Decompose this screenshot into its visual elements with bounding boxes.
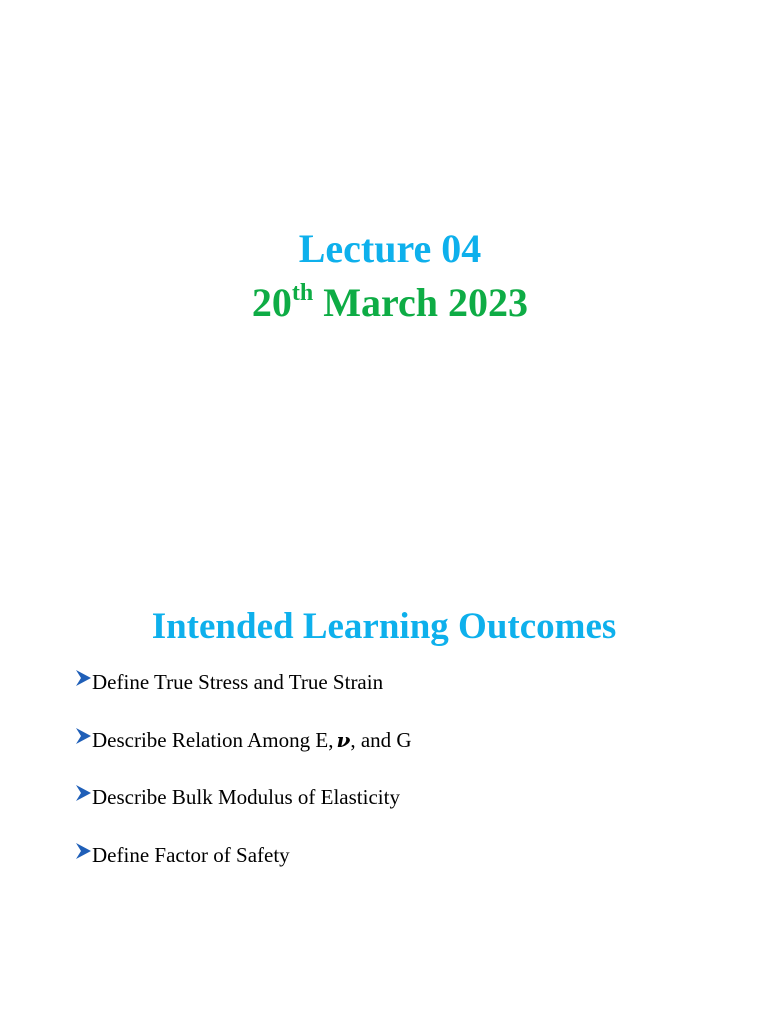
outcome-text: Define Factor of Safety [92,842,290,867]
list-item [75,724,412,756]
arrow-right-icon [75,783,92,803]
list-item [75,781,412,813]
outcomes-list [75,666,412,896]
title-block [0,222,768,330]
poisson-ratio-symbol: 𝝂 [336,727,351,752]
list-item [75,839,412,871]
arrow-right-icon [75,726,92,746]
date-suffix: th [291,279,314,306]
list-item [75,666,412,698]
arrow-right-icon [75,668,92,688]
lecture-date [0,276,768,330]
arrow-right-icon [75,841,92,861]
outcome-text: Describe Bulk Modulus of Elasticity [92,785,400,809]
outcome-text-suffix: , and G [350,727,412,752]
outcome-text: Describe Relation Among E, [92,727,334,752]
date-day: 20 [251,280,292,325]
outcome-text: Define True Stress and True Strain [92,670,384,694]
lecture-title: Lecture 04 [298,226,482,271]
date-month-year: March 2023 [313,280,529,325]
outcomes-heading: Intended Learning Outcomes [151,606,617,647]
